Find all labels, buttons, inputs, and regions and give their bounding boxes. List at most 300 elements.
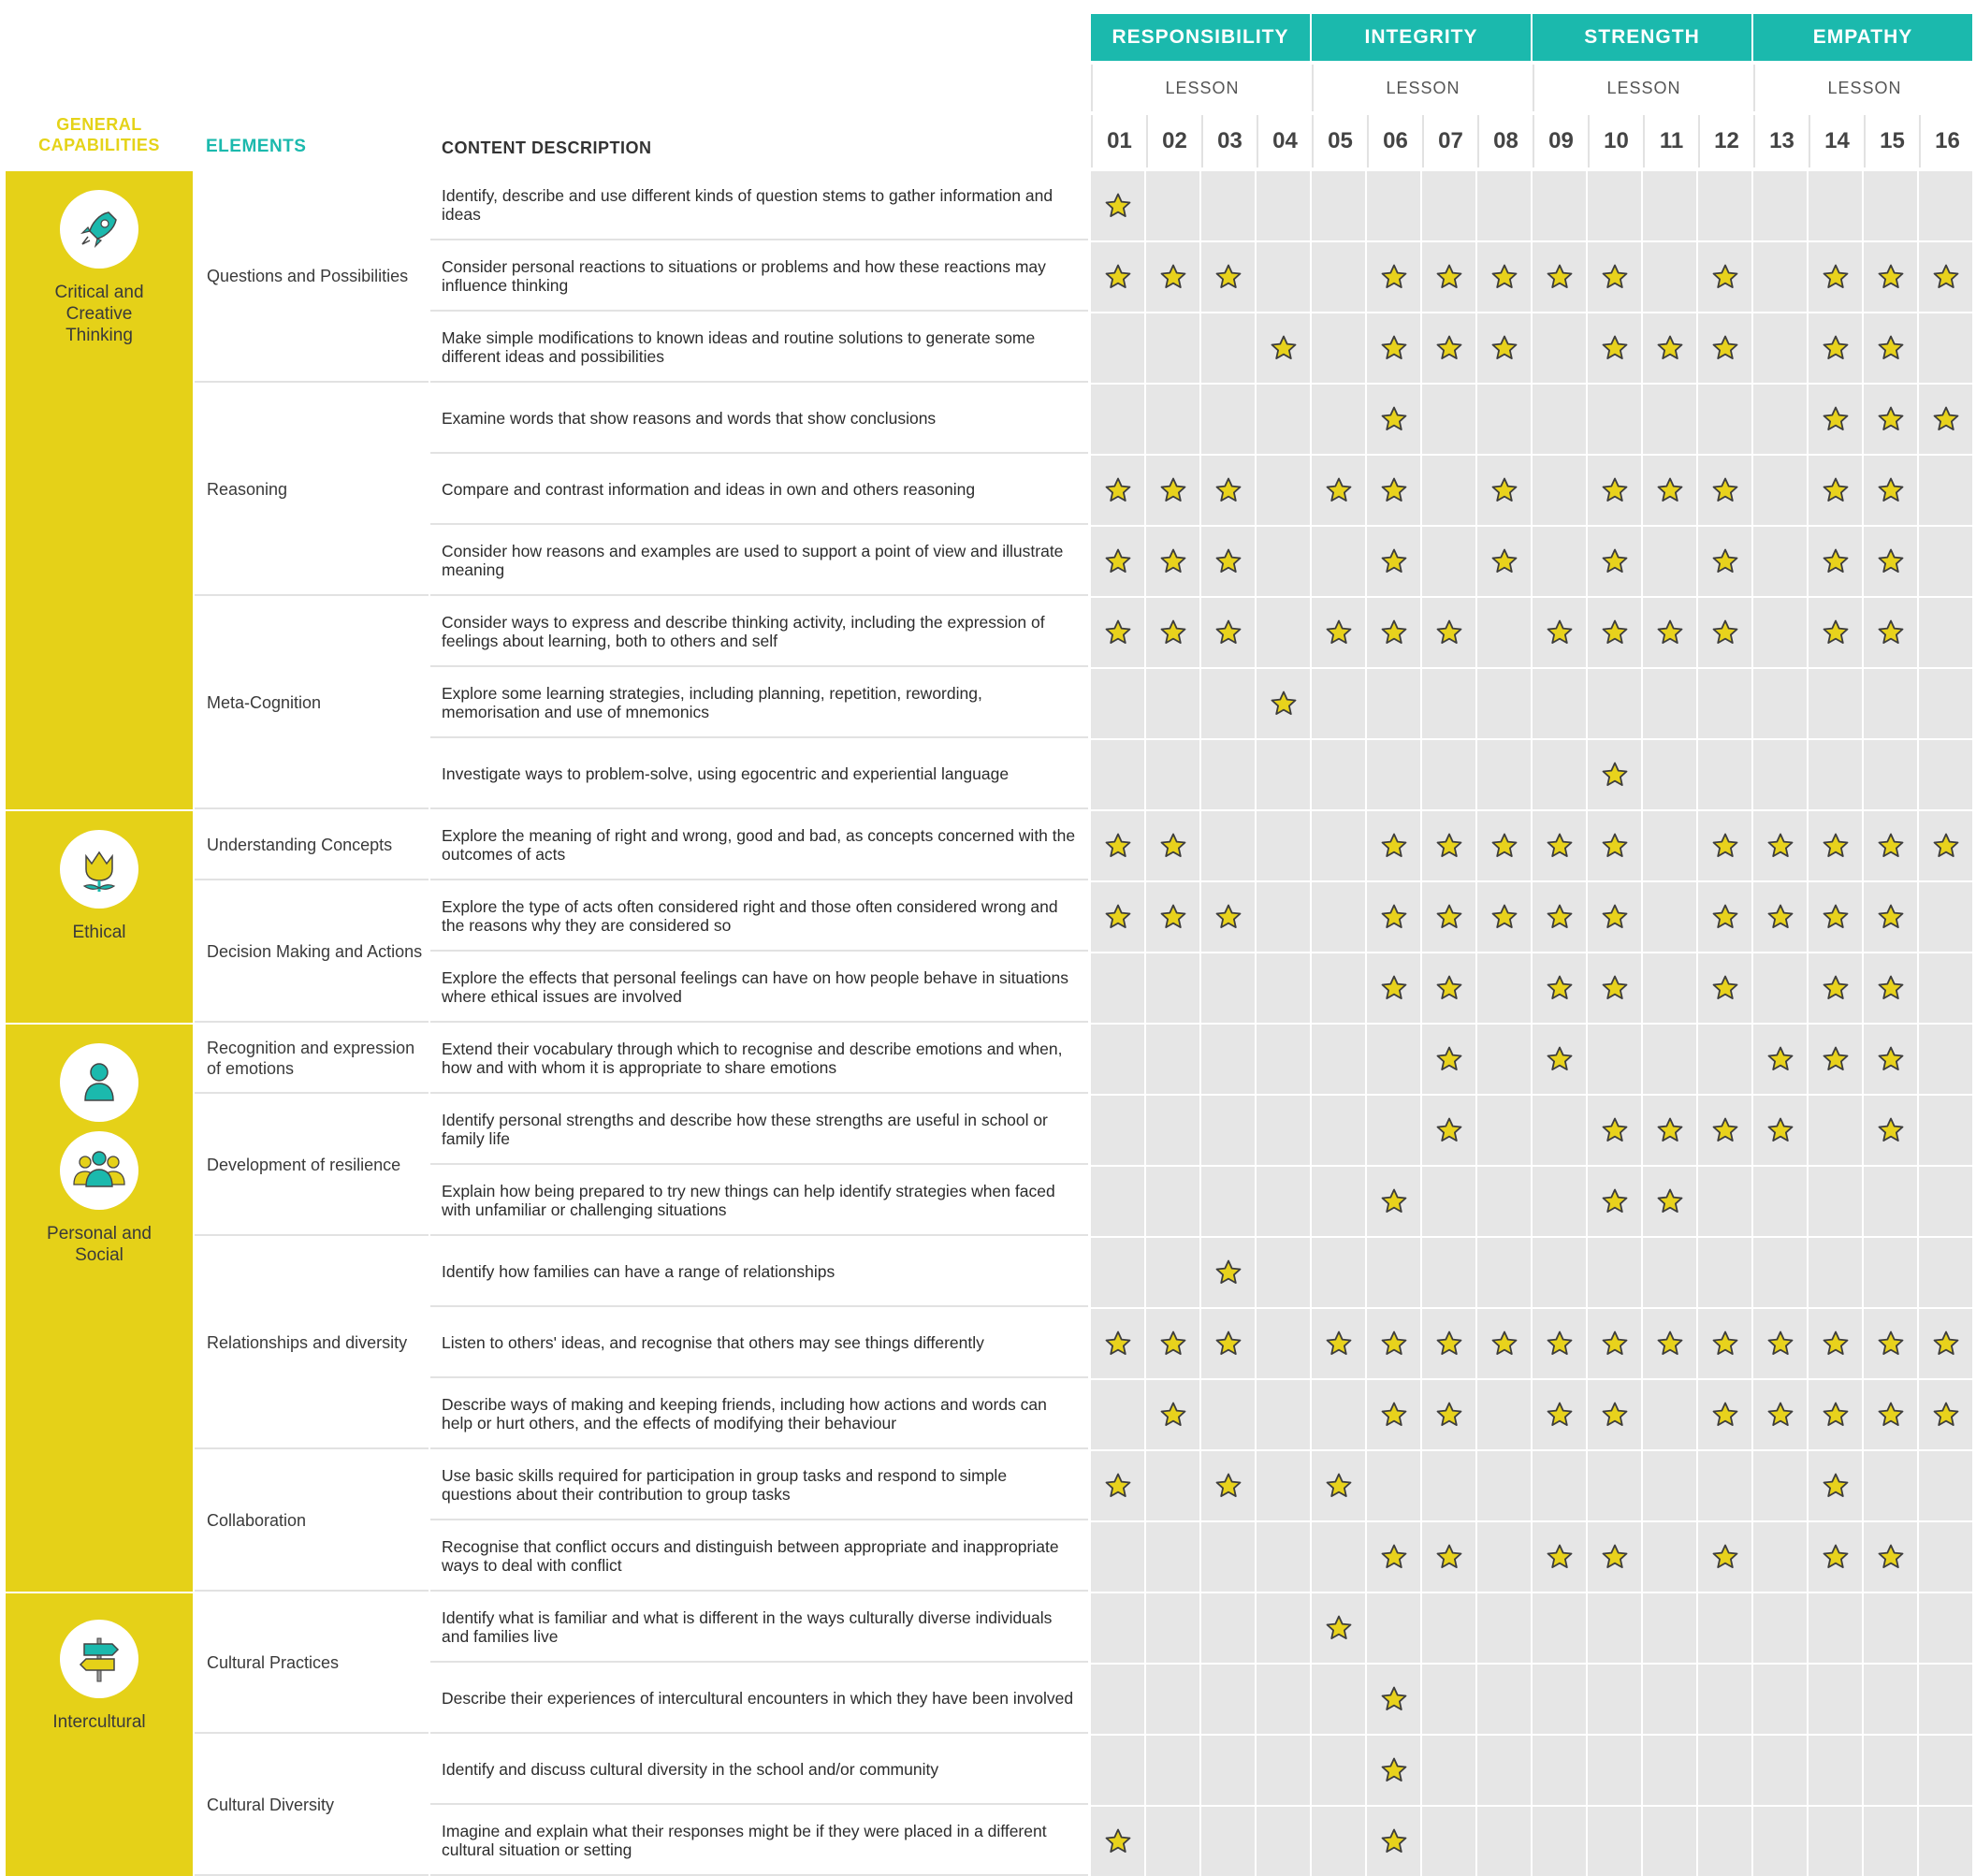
lesson-cell [1588, 385, 1641, 454]
content-description [430, 1380, 1088, 1449]
lesson-cell [1146, 1167, 1199, 1236]
element-label: Relationships and diversity [207, 1333, 408, 1352]
lesson-cell [1588, 1096, 1641, 1165]
star-icon [1932, 263, 1960, 291]
star-icon [1877, 903, 1905, 931]
lesson-cell [1477, 1451, 1531, 1520]
lesson-cell [1864, 1309, 1917, 1378]
lesson-cell [1753, 669, 1807, 738]
lesson-cell [1643, 1665, 1696, 1734]
star-icon [1159, 263, 1187, 291]
content-description [430, 385, 1088, 454]
star-icon [1380, 405, 1408, 433]
lesson-cell [1257, 1451, 1310, 1520]
content-description-text: Consider personal reactions to situations or problems and how these reactions may influence thinking [442, 257, 1046, 295]
rocket-icon [60, 190, 138, 269]
lesson-cell [1753, 242, 1807, 312]
lesson-cell [1919, 1025, 1972, 1094]
content-description [430, 1309, 1088, 1378]
lesson-cell [1643, 527, 1696, 596]
lesson-cell [1533, 882, 1586, 952]
star-icon [1159, 618, 1187, 647]
lesson-cell [1809, 456, 1862, 525]
star-icon [1877, 1401, 1905, 1429]
lesson-cell [1753, 598, 1807, 667]
lesson-cell [1533, 456, 1586, 525]
lesson-cell [1477, 527, 1531, 596]
lesson-cell [1477, 385, 1531, 454]
content-description-text: Investigate ways to problem-solve, using egocentric and experiential language [442, 764, 1010, 783]
star-icon [1490, 832, 1518, 860]
lesson-cell [1091, 1807, 1144, 1876]
lesson-cell [1091, 953, 1144, 1023]
content-description-text: Listen to others' ideas, and recognise that others may see things differently [442, 1333, 984, 1352]
lesson-cell [1643, 953, 1696, 1023]
lesson-cell [1698, 1025, 1751, 1094]
star-icon [1656, 1330, 1684, 1358]
lesson-cell [1422, 1665, 1475, 1734]
lesson-cell [1201, 1309, 1255, 1378]
star-icon [1104, 1472, 1132, 1500]
lesson-cell [1201, 811, 1255, 880]
lesson-cell [1312, 669, 1365, 738]
lesson-cell [1312, 1167, 1365, 1236]
lesson-cell [1753, 527, 1807, 596]
lesson-cell [1201, 1380, 1255, 1449]
element-label: Development of resilience [207, 1156, 401, 1174]
star-icon [1380, 1187, 1408, 1215]
lesson-cell [1477, 242, 1531, 312]
star-icon [1822, 263, 1850, 291]
lesson-cell [1698, 171, 1751, 240]
star-icon [1104, 263, 1132, 291]
star-icon [1932, 405, 1960, 433]
lesson-cell [1422, 669, 1475, 738]
lesson-cell [1588, 313, 1641, 383]
star-icon [1325, 618, 1353, 647]
value-header-responsibility: RESPONSIBILITY [1091, 14, 1310, 61]
lesson-cell [1533, 242, 1586, 312]
content-description-text: Identify what is familiar and what is different in the ways culturally diverse individuals and families live [442, 1608, 1053, 1646]
lesson-number-12: 12 [1698, 115, 1753, 167]
lesson-cell [1864, 598, 1917, 667]
star-icon [1601, 547, 1629, 575]
star-icon [1822, 547, 1850, 575]
lesson-cell [1864, 171, 1917, 240]
lesson-cell [1312, 882, 1365, 952]
star-icon [1601, 263, 1629, 291]
star-icon [1380, 1685, 1408, 1713]
lesson-cell [1422, 456, 1475, 525]
star-icon [1490, 1330, 1518, 1358]
star-icon [1932, 1330, 1960, 1358]
star-icon [1546, 1330, 1574, 1358]
lesson-cell [1643, 313, 1696, 383]
lesson-cell [1091, 1309, 1144, 1378]
star-icon [1766, 1401, 1794, 1429]
lesson-cell [1919, 953, 1972, 1023]
lesson-cell [1477, 953, 1531, 1023]
lesson-cell [1422, 811, 1475, 880]
lesson-cell [1864, 1736, 1917, 1805]
lesson-cell [1698, 1380, 1751, 1449]
lesson-number-04: 04 [1257, 115, 1312, 167]
lesson-cell [1753, 456, 1807, 525]
lesson-cell [1753, 1167, 1807, 1236]
lesson-number-07: 07 [1422, 115, 1477, 167]
lesson-cell [1809, 1665, 1862, 1734]
lesson-cell [1809, 1522, 1862, 1592]
lesson-cell [1864, 1096, 1917, 1165]
content-description [430, 242, 1088, 312]
lesson-cell [1312, 1593, 1365, 1663]
lesson-number-10: 10 [1588, 115, 1643, 167]
star-icon [1380, 903, 1408, 931]
star-icon [1711, 547, 1739, 575]
content-description [430, 669, 1088, 738]
star-icon [1435, 1045, 1463, 1073]
lesson-cell [1753, 1096, 1807, 1165]
lesson-cell [1588, 1522, 1641, 1592]
lesson-cell [1312, 740, 1365, 809]
lesson-cell [1753, 1807, 1807, 1876]
lesson-cell [1753, 1380, 1807, 1449]
star-icon [1270, 334, 1298, 362]
lesson-cell [1919, 740, 1972, 809]
lesson-cell [1257, 1736, 1310, 1805]
lesson-cell [1588, 598, 1641, 667]
lesson-cell [1698, 1238, 1751, 1307]
star-icon [1822, 1401, 1850, 1429]
lesson-cell [1477, 171, 1531, 240]
lesson-cell [1257, 1096, 1310, 1165]
lesson-cell [1146, 1665, 1199, 1734]
star-icon [1711, 1543, 1739, 1571]
element-label: Cultural Practices [207, 1653, 340, 1672]
star-icon [1766, 1045, 1794, 1073]
content-description-text: Identify how families can have a range of relationships [442, 1262, 835, 1281]
lesson-number-01: 01 [1091, 115, 1146, 167]
lesson-cell [1146, 1025, 1199, 1094]
lesson-cell [1643, 1736, 1696, 1805]
lesson-cell [1257, 313, 1310, 383]
lesson-cell [1698, 527, 1751, 596]
star-icon [1104, 903, 1132, 931]
star-icon [1711, 1116, 1739, 1144]
star-icon [1877, 1543, 1905, 1571]
star-icon [1270, 690, 1298, 718]
content-description-text: Describe ways of making and keeping friends, including how actions and words can help or hurt others, and the effects of modifying their behaviour [442, 1395, 1047, 1432]
element-understanding-concepts [195, 811, 429, 880]
element-relationships-and-diversity [195, 1238, 429, 1449]
lesson-cell [1091, 1522, 1144, 1592]
lesson-cell [1588, 456, 1641, 525]
lesson-cell [1643, 1167, 1696, 1236]
lesson-cell [1312, 527, 1365, 596]
content-description [430, 171, 1088, 240]
lesson-cell [1257, 456, 1310, 525]
lesson-cell [1091, 811, 1144, 880]
lesson-cell [1864, 1238, 1917, 1307]
lesson-cell [1422, 1167, 1475, 1236]
lesson-cell [1809, 598, 1862, 667]
lesson-cell [1588, 1736, 1641, 1805]
lesson-cell [1864, 953, 1917, 1023]
lesson-cell [1533, 1593, 1586, 1663]
lesson-cell [1919, 882, 1972, 952]
lesson-cell [1533, 1522, 1586, 1592]
content-description-text: Identify, describe and use different kinds of question stems to gather information and ideas [442, 186, 1053, 224]
lesson-cell [1257, 882, 1310, 952]
lesson-cell [1533, 1665, 1586, 1734]
content-description-text: Make simple modifications to known ideas and routine solutions to generate some different ideas and possibilities [442, 328, 1036, 366]
lesson-cell [1091, 1593, 1144, 1663]
star-icon [1104, 547, 1132, 575]
element-label: Questions and Possibilities [207, 267, 409, 285]
star-icon [1766, 832, 1794, 860]
lesson-cell [1257, 1380, 1310, 1449]
lesson-cell [1477, 1238, 1531, 1307]
lesson-cell [1698, 242, 1751, 312]
lesson-cell [1533, 1309, 1586, 1378]
lesson-cell [1588, 882, 1641, 952]
star-icon [1104, 832, 1132, 860]
lesson-cell [1477, 313, 1531, 383]
star-icon [1380, 1330, 1408, 1358]
value-header-strength: STRENGTH [1533, 14, 1751, 61]
lesson-cell [1367, 1736, 1420, 1805]
lesson-cell [1698, 1451, 1751, 1520]
lesson-cell [1533, 1238, 1586, 1307]
lesson-cell [1698, 1309, 1751, 1378]
lesson-cell [1919, 1096, 1972, 1165]
star-icon [1380, 334, 1408, 362]
content-description-text: Identify and discuss cultural diversity in the school and/or community [442, 1760, 939, 1779]
content-description-text: Explore the meaning of right and wrong, good and bad, as concepts concerned with the outcomes of acts [442, 826, 1076, 864]
lesson-cell [1422, 1807, 1475, 1876]
lesson-cell [1477, 1025, 1531, 1094]
lesson-cell [1257, 527, 1310, 596]
lesson-cell [1919, 1167, 1972, 1236]
lesson-cell [1533, 740, 1586, 809]
lesson-cell [1864, 1665, 1917, 1734]
lesson-cell [1864, 669, 1917, 738]
lesson-number-05: 05 [1312, 115, 1367, 167]
lesson-cell [1312, 1665, 1365, 1734]
lesson-cell [1753, 171, 1807, 240]
lesson-cell [1201, 1665, 1255, 1734]
lesson-cell [1312, 1380, 1365, 1449]
lesson-cell [1146, 1238, 1199, 1307]
star-icon [1546, 618, 1574, 647]
signpost-icon [60, 1620, 138, 1698]
value-header-integrity: INTEGRITY [1312, 14, 1531, 61]
lesson-cell [1257, 1522, 1310, 1592]
capability-personal-and-social [6, 1025, 193, 1592]
lesson-cell [1422, 242, 1475, 312]
lesson-cell [1422, 953, 1475, 1023]
star-icon [1822, 405, 1850, 433]
lesson-cell [1091, 1736, 1144, 1805]
lesson-cell [1919, 1807, 1972, 1876]
lesson-cell [1753, 811, 1807, 880]
star-icon [1601, 1543, 1629, 1571]
general-capabilities-header: GENERAL CAPABILITIES [38, 115, 160, 154]
star-icon [1656, 476, 1684, 504]
lesson-cell [1422, 1593, 1475, 1663]
star-icon [1711, 334, 1739, 362]
lesson-cell [1477, 1309, 1531, 1378]
lesson-cell [1753, 740, 1807, 809]
lesson-cell [1201, 598, 1255, 667]
lesson-number-14: 14 [1809, 115, 1864, 167]
lesson-cell [1643, 1522, 1696, 1592]
lesson-cell [1588, 1025, 1641, 1094]
content-description-text: Consider how reasons and examples are used to support a point of view and illustrate meaning [442, 542, 1064, 579]
lesson-cell [1146, 1522, 1199, 1592]
lesson-cell [1091, 242, 1144, 312]
star-icon [1435, 832, 1463, 860]
lesson-cell [1698, 1736, 1751, 1805]
element-label: Meta-Cognition [207, 693, 322, 712]
content-description-text: Examine words that show reasons and words that show conclusions [442, 409, 937, 428]
lesson-cell [1919, 1665, 1972, 1734]
lesson-cell [1422, 1451, 1475, 1520]
star-icon [1435, 903, 1463, 931]
lesson-number-11: 11 [1643, 115, 1698, 167]
lesson-cell [1367, 456, 1420, 525]
lesson-cell [1367, 1167, 1420, 1236]
lesson-cell [1698, 953, 1751, 1023]
lesson-cell [1753, 1665, 1807, 1734]
lesson-cell [1864, 1593, 1917, 1663]
capability-critical-and-creative-thinking [6, 171, 193, 809]
lesson-cell [1588, 527, 1641, 596]
lesson-cell [1477, 598, 1531, 667]
content-description [430, 1451, 1088, 1520]
lesson-number-02: 02 [1146, 115, 1201, 167]
lesson-cell [1864, 527, 1917, 596]
lesson-cell [1367, 1025, 1420, 1094]
lesson-cell [1201, 882, 1255, 952]
lesson-cell [1643, 1025, 1696, 1094]
lesson-cell [1477, 1096, 1531, 1165]
lesson-cell [1367, 1238, 1420, 1307]
content-description-text: Explain how being prepared to try new things can help identify strategies when faced with unfamiliar or challenging situations [442, 1182, 1055, 1219]
lesson-cell [1809, 669, 1862, 738]
content-description [430, 1593, 1088, 1663]
lesson-cell [1643, 740, 1696, 809]
lesson-cell [1753, 1025, 1807, 1094]
lesson-cell [1588, 171, 1641, 240]
star-icon [1711, 974, 1739, 1002]
lesson-cell [1753, 385, 1807, 454]
star-icon [1766, 1116, 1794, 1144]
lesson-cell [1477, 740, 1531, 809]
lesson-cell [1864, 740, 1917, 809]
star-icon [1104, 1827, 1132, 1855]
lesson-cell [1201, 171, 1255, 240]
element-label: Cultural Diversity [207, 1796, 335, 1814]
lesson-cell [1809, 1593, 1862, 1663]
lesson-cell [1753, 953, 1807, 1023]
lesson-cell [1809, 171, 1862, 240]
lesson-cell [1146, 598, 1199, 667]
lesson-cell [1146, 1593, 1199, 1663]
lesson-cell [1422, 882, 1475, 952]
content-description [430, 1167, 1088, 1236]
lesson-cell [1809, 242, 1862, 312]
lesson-cell [1864, 1522, 1917, 1592]
lesson-cell [1367, 953, 1420, 1023]
star-icon [1546, 1543, 1574, 1571]
star-icon [1490, 334, 1518, 362]
star-icon [1877, 618, 1905, 647]
lesson-cell [1091, 1096, 1144, 1165]
lesson-cell [1919, 385, 1972, 454]
lesson-cell [1091, 1238, 1144, 1307]
star-icon [1656, 618, 1684, 647]
lesson-cell [1146, 313, 1199, 383]
lesson-cell [1091, 1380, 1144, 1449]
capability-label: Personal and Social [47, 1224, 152, 1265]
capability-ethical [6, 811, 193, 1023]
lesson-cell [1257, 598, 1310, 667]
capability-label: Critical and Creative Thinking [54, 283, 144, 345]
lesson-cell [1477, 811, 1531, 880]
lesson-cell [1367, 313, 1420, 383]
lesson-cell [1091, 598, 1144, 667]
star-icon [1601, 1187, 1629, 1215]
lesson-cell [1753, 1238, 1807, 1307]
content-description-text: Explore some learning strategies, including planning, repetition, rewording, memorisation and use of mnemonics [442, 684, 982, 721]
lesson-cell [1091, 740, 1144, 809]
content-description-text: Compare and contrast information and ideas in own and others reasoning [442, 480, 976, 499]
lesson-cell [1257, 1309, 1310, 1378]
star-icon [1159, 1401, 1187, 1429]
lesson-cell [1919, 313, 1972, 383]
lesson-cell [1698, 1593, 1751, 1663]
lesson-cell [1809, 953, 1862, 1023]
lesson-cell [1533, 953, 1586, 1023]
lesson-cell [1809, 1380, 1862, 1449]
star-icon [1490, 903, 1518, 931]
lesson-cell [1643, 1380, 1696, 1449]
element-meta-cognition [195, 598, 429, 809]
lesson-cell [1091, 171, 1144, 240]
star-icon [1159, 903, 1187, 931]
lesson-cell [1146, 456, 1199, 525]
lesson-cell [1864, 882, 1917, 952]
lesson-cell [1864, 242, 1917, 312]
star-icon [1546, 1401, 1574, 1429]
lesson-cell [1146, 1807, 1199, 1876]
lesson-cell [1367, 1522, 1420, 1592]
lesson-cell [1809, 1309, 1862, 1378]
star-icon [1932, 832, 1960, 860]
lesson-cell [1919, 1451, 1972, 1520]
star-icon [1766, 1330, 1794, 1358]
lesson-cell [1201, 1238, 1255, 1307]
lesson-cell [1146, 1096, 1199, 1165]
lesson-cell [1533, 1736, 1586, 1805]
lesson-cell [1533, 1807, 1586, 1876]
content-description-header: CONTENT DESCRIPTION [442, 138, 652, 157]
lesson-cell [1533, 811, 1586, 880]
lesson-cell [1367, 740, 1420, 809]
group-icon [60, 1131, 138, 1210]
lesson-cell [1533, 385, 1586, 454]
